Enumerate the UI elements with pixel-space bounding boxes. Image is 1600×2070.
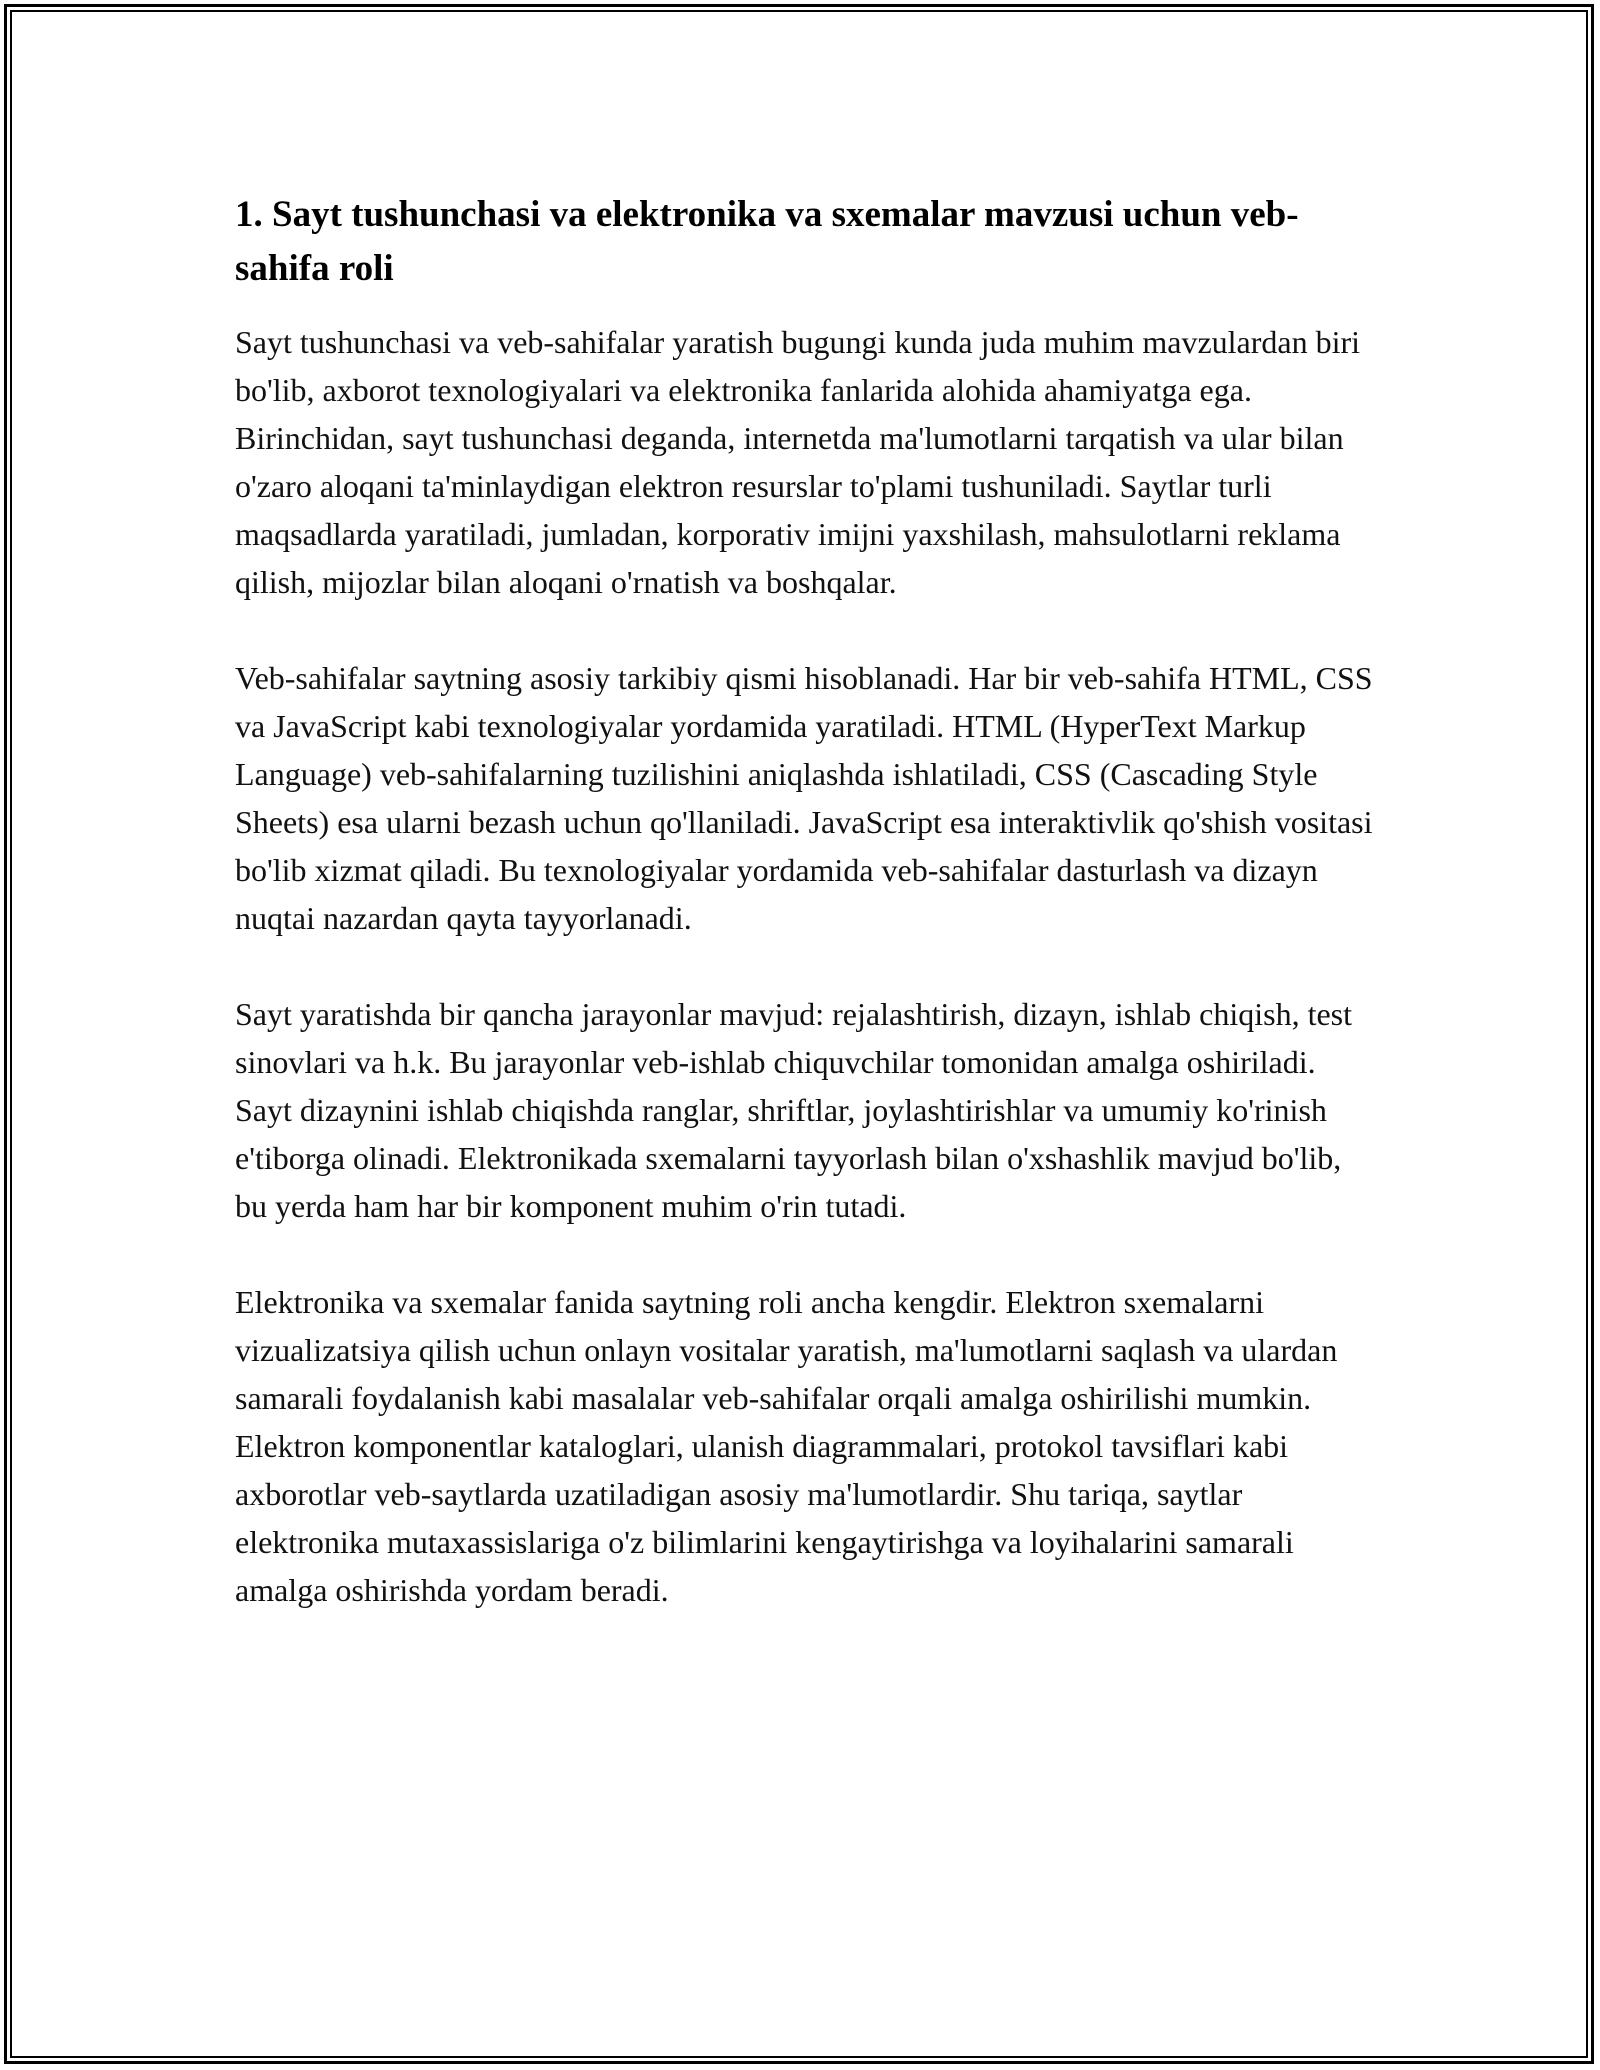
paragraph-3: Sayt yaratishda bir qancha jarayonlar mavjud: rejalashtirish, dizayn, ishlab chiqish, test sinovlari va h.k. Bu jarayonlar veb-ishlab chiquvchilar tomonidan amalga oshiriladi. Sayt dizaynini ishlab chiqishda ranglar, shriftlar, joylashtirishlar va umumiy ko'rinish e'tiborga olinadi. Elektronikada sxemalarni tayyorlash bilan o'xshashlik mavjud bo'lib, bu yerda ham har bir komponent muhim o'rin tutadi. <box>235 996 1353 1224</box>
paragraph-1: Sayt tushunchasi va veb-sahifalar yaratish bugungi kunda juda muhim mavzulardan biri bo'lib, axborot texnologiyalari va elektronika fanlarida alohida ahamiyatga ega. Birinchidan, sayt tushunchasi deganda, internetda ma'lumotlarni tarqatish va ular bilan o'zaro aloqani ta'minlaydigan elektron resurslar to'plami tushuniladi. Saytlar turli maqsadlarda yaratiladi, jumladan, korporativ imijni yaxshilash, mahsulotlarni reklama qilish, mijozlar bilan aloqani o'rnatish va boshqalar. <box>235 324 1361 600</box>
section-heading: 1. Sayt tushunchasi va elektronika va sxemalar mavzusi uchun veb-sahifa roli <box>235 194 1299 289</box>
document-content <box>235 188 1375 1662</box>
paragraph-4: Elektronika va sxemalar fanida saytning roli ancha kengdir. Elektron sxemalarni vizualizatsiya qilish uchun onlayn vositalar yaratish, ma'lumotlarni saqlash va ulardan samarali foydalanish kabi masalalar veb-sahifalar orqali amalga oshirilishi mumkin. Elektron komponentlar kataloglari, ulanish diagrammalari, protokol tavsiflari kabi axborotlar veb-saytlarda uzatiladigan asosiy ma'lumotlardir. Shu tariqa, saytlar elektronika mutaxassislariga o'z bilimlarini kengaytirishga va loyihalarini samarali amalga oshirishda yordam beradi. <box>235 1284 1338 1608</box>
paragraph-2: Veb-sahifalar saytning asosiy tarkibiy qismi hisoblanadi. Har bir veb-sahifa HTML, CSS va JavaScript kabi texnologiyalar yordamida yaratiladi. HTML (HyperText Markup Language) veb-sahifalarning tuzilishini aniqlashda ishlatiladi, CSS (Cascading Style Sheets) esa ularni bezash uchun qo'llaniladi. JavaScript esa interaktivlik qo'shish vositasi bo'lib xizmat qiladi. Bu texnologiyalar yordamida veb-sahifalar dasturlash va dizayn nuqtai nazardan qayta tayyorlanadi. <box>235 660 1373 936</box>
